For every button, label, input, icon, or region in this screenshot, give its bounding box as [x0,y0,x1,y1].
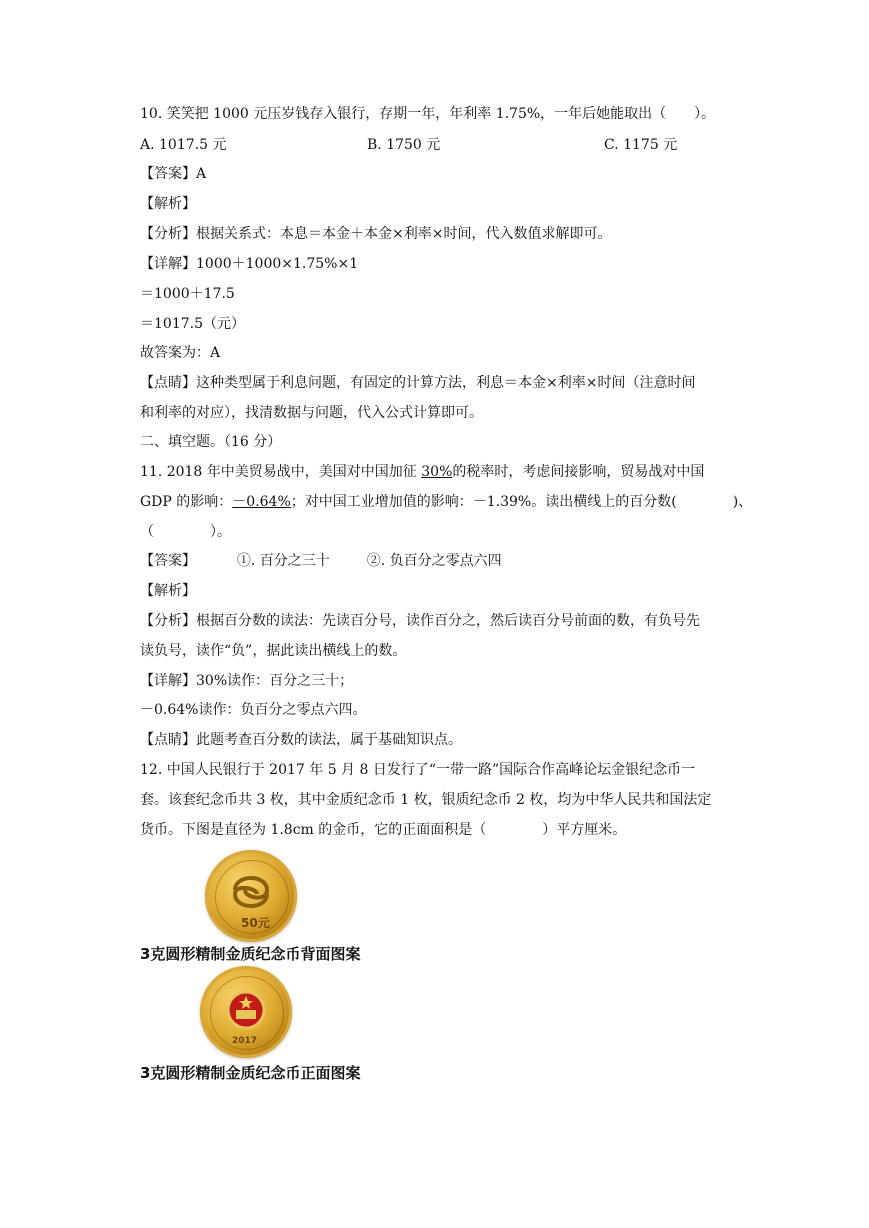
coin-denomination: 50元 [241,916,270,930]
q10-detail-1: 【详解】1000＋1000×1.75%×1 [140,256,359,272]
q11-detail-1: 【详解】30%读作：百分之三十； [140,673,354,689]
q11-underlined-30: 30% [421,464,453,480]
q10-detail-2: ＝1000＋17.5 [140,286,235,302]
q11-dianjing: 【点睛】此题考查百分数的读法，属于基础知识点。 [140,732,462,748]
q11-answer-1: ①. 百分之三十 [236,553,330,569]
q12-line-3: 货币。下图是直径为 1.8cm 的金币，它的正面面积是（ ）平方厘米。 [140,822,627,838]
q10-option-a: A. 1017.5 元 [140,137,227,153]
q11-text-1a: 11. 2018 年中美贸易战中，美国对中国加征 [140,464,422,480]
q10-question: 10. 笑笑把 1000 元压岁钱存入银行，存期一年，年利率 1.75%，一年后她能取出（ ）。 [140,106,716,122]
q11-fenxi-1: 【分析】根据百分数的读法：先读百分号，读作百分之，然后读百分号前面的数，有负号先 [140,613,700,629]
coin-front-image [200,966,292,1058]
coin-back-caption: 3克圆形精制金质纪念币背面图案 [140,945,361,963]
q10-final-answer: 故答案为：A [140,345,221,361]
q11-detail-2: －0.64%读作：负百分之零点六四。 [140,702,367,718]
q11-line-3: （ ）。 [140,524,231,540]
q10-fenxi: 【分析】根据关系式：本息＝本金＋本金×利率×时间，代入数值求解即可。 [140,226,612,242]
q12-line-1: 12. 中国人民银行于 2017 年 5 月 8 日发行了“一带一路”国际合作高峰论坛金银纪念币一 [140,762,696,778]
q11-analysis-heading: 【解析】 [140,583,196,599]
q11-answer [140,551,502,571]
q10-analysis-heading: 【解析】 [140,196,196,212]
q11-answer-2: ②. 负百分之零点六四 [366,553,502,569]
q11-text-2a: GDP 的影响： [140,494,233,510]
coin-back-image [205,850,297,942]
section-title: 二、填空题。（16 分） [140,434,282,450]
q10-answer: 【答案】A [140,166,207,182]
q10-option-b: B. 1750 元 [367,137,441,153]
coin-front-caption: 3克圆形精制金质纪念币正面图案 [140,1064,361,1082]
q11-line-2 [140,492,752,512]
q12-line-2: 套。该套纪念币共 3 枚，其中金质纪念币 1 枚，银质纪念币 2 枚，均为中华人民共和国法定 [140,792,712,808]
q11-line-1 [140,462,704,482]
q10-dianjing-1: 【点睛】这种类型属于利息问题，有固定的计算方法，利息＝本金×利率×时间（注意时间 [140,375,696,391]
q10-dianjing-2: 和利率的对应），找清数据与问题，代入公式计算即可。 [140,405,483,421]
q11-underlined-064: －0.64% [232,494,291,510]
q11-text-2b: ；对中国工业增加值的影响：－1.39%。读出横线上的百分数( )、 [290,494,753,510]
q11-fenxi-2: 读负号，读作“负”，据此读出横线上的数。 [140,643,407,659]
q10-detail-3: ＝1017.5（元） [140,316,245,332]
coin-year: 2017 [232,1036,258,1046]
q11-answer-label: 【答案】 [140,553,196,569]
q11-text-1b: 的税率时，考虑间接影响，贸易战对中国 [452,464,705,480]
q10-option-c: C. 1175 元 [604,137,678,153]
